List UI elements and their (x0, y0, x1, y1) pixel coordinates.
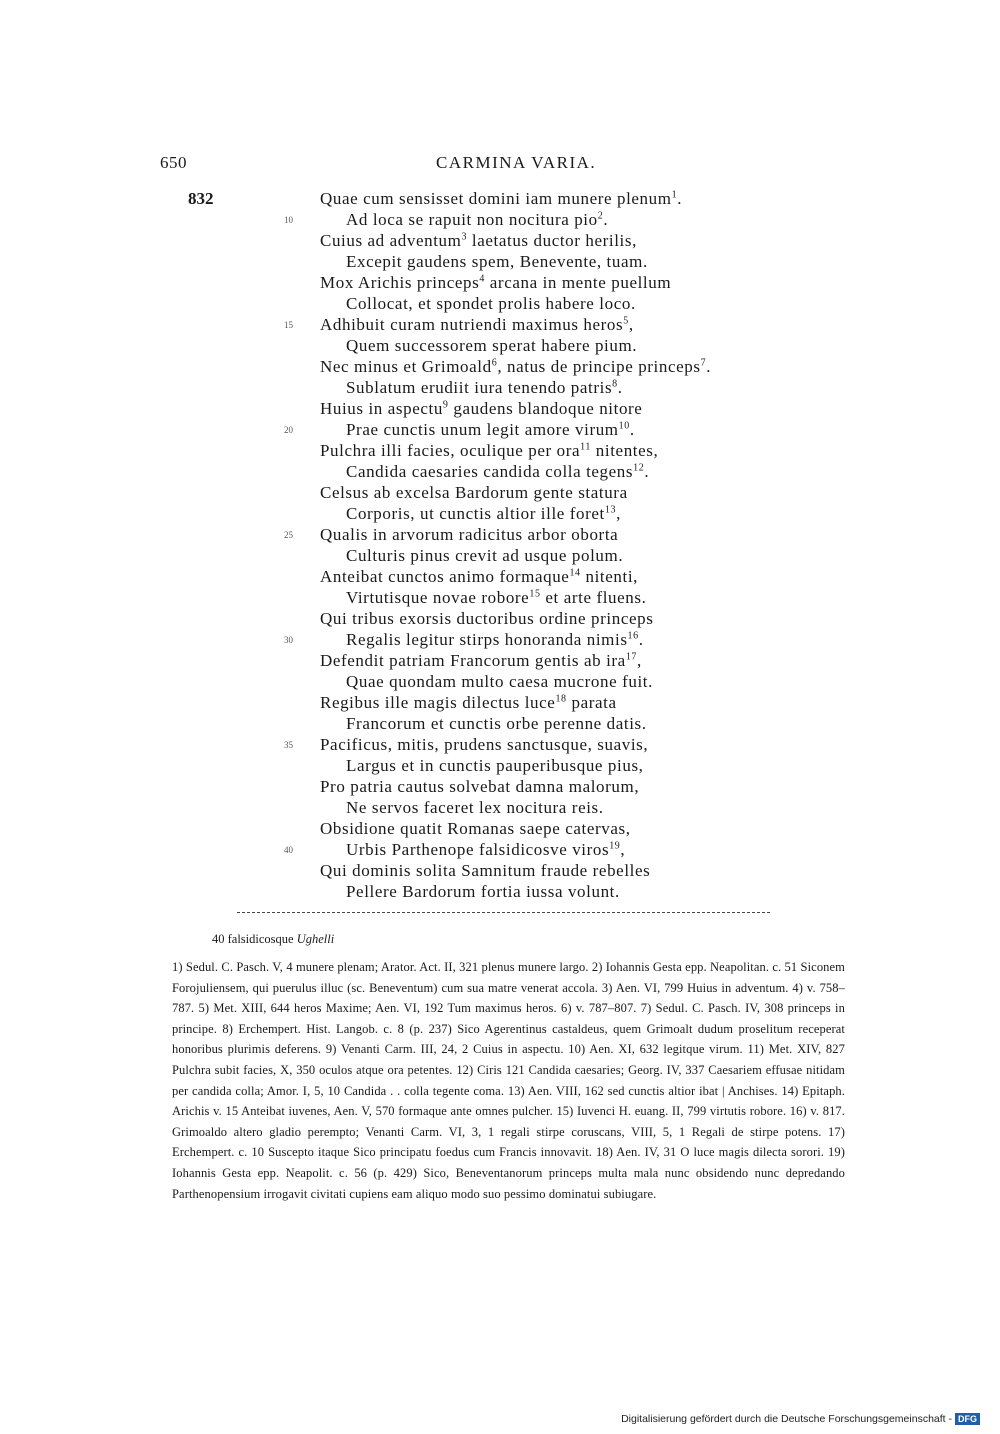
poem-line: Collocat, et spondet prolis habere loco. (346, 294, 636, 313)
footnote: 5) Met. XIII, 644 heros Maxime; Aen. VI, 192 Tum maximus heros. (198, 1001, 557, 1016)
poem-line: Celsus ab excelsa Bardorum gente statura (320, 483, 628, 502)
footnote: 4) v. 758–787. (172, 980, 845, 1016)
separator-rule (237, 912, 770, 913)
poem-line: Corporis, ut cunctis altior ille foret$^{13}$, (346, 504, 621, 523)
footnote: 14) Epitaph. Arichis v. 15 Anteibat iuvenes, Aen. V, 570 formaque ante omnes pulcher. (172, 1083, 845, 1119)
poem-line: Francorum et cunctis orbe perenne datis. (346, 714, 647, 733)
running-title: CARMINA VARIA. (436, 153, 597, 172)
footnote: 19) Iohannis Gesta epp. Neapolit. c. 56 (p. 429) Sico, Beneventanorum princeps multa mala nunc obsidendo nunc depredando Parthenopensium irrogavit civitati cupiens eam aliquo modo suo pessimo dominatui subiugare. (172, 1145, 845, 1201)
poem-line: Defendit patriam Francorum gentis ab ira$^{17}$, (320, 651, 642, 670)
footnote: 10) Aen. XI, 632 legitque virum. (568, 1042, 743, 1057)
poem-line: Sublatum erudiit iura tenendo patris$^8$. (346, 378, 623, 397)
dfg-logo: DFG (955, 1413, 980, 1425)
line-number: 30 (284, 635, 293, 645)
footnote: 8) Erchempert. Hist. Langob. c. 8 (p. 237) Sico Agerentinus castaldeus, quem Grimoalt dudum proselitum receperat honoribus plurimis deferens. (172, 1021, 845, 1057)
poem-line: Candida caesaries candida colla tegens$^{12}$. (346, 462, 650, 481)
poem-line: Culturis pinus crevit ad usque polum. (346, 546, 624, 565)
line-number: 40 (284, 845, 293, 855)
poem-line: Quae quondam multo caesa mucrone fuit. (346, 672, 653, 691)
credit-text: Digitalisierung gefördert durch die Deutsche Forschungsgemeinschaft - (621, 1413, 952, 1425)
footnote: 7) Sedul. C. Pasch. IV, 308 princeps in principe. (172, 1001, 845, 1036)
footnote: 2) Iohannis Gesta epp. Neapolitan. c. 51 Siconem Forojuliensem, qui puerulus illuc (sc. Beneventum) cum sua matre venerat accola. (172, 960, 845, 995)
poem-line: Qui dominis solita Samnitum fraude rebelles (320, 861, 651, 880)
poem-line: Mox Arichis princeps$^4$ arcana in mente puellum (320, 273, 672, 292)
poem-line: Regibus ille magis dilectus luce$^{18}$ parata (320, 693, 617, 712)
footnote: 1) Sedul. C. Pasch. V, 4 munere plenam; (172, 960, 379, 974)
footnotes (172, 957, 845, 1204)
poem-line: Huius in aspectu$^9$ gaudens blandoque nitore (320, 399, 643, 418)
poem-line: Qualis in arvorum radicitus arbor oborta (320, 525, 619, 544)
footnote: 15) Iuvenci H. euang. II, 799 virtutis robore. (556, 1104, 787, 1119)
footnote: 13) Aen. VIII, 162 sed cunctis altior ibat | Anchises. (507, 1083, 778, 1098)
poem-line: Quae cum sensisset domini iam munere plenum$^1$. (320, 189, 683, 208)
footnote: 16) v. 817. Grimoaldo altero gladio perempto; Venanti Carm. VI, 3, 1 regali stirpe coruscans, VIII, 5, 1 Regali de stirpe potens. (172, 1104, 845, 1139)
poem-line: Nec minus et Grimoald$^6$, natus de principe princeps$^7$. (320, 357, 712, 376)
footnote-marker: 7 (700, 357, 707, 369)
side-number: 832 (188, 189, 214, 208)
poem-line: Regalis legitur stirps honoranda nimis$^{16}$. (346, 630, 644, 649)
line-number: 10 (284, 215, 293, 225)
poem-line: Quem successorem sperat habere pium. (346, 336, 638, 355)
poem-line: Pacificus, mitis, prudens sanctusque, suavis, (320, 735, 649, 754)
poem-line: Pulchra illi facies, oculique per ora$^{11}$ nitentes, (320, 441, 659, 460)
poem-line: Pellere Bardorum fortia iussa volunt. (346, 882, 620, 901)
line-number: 35 (284, 740, 293, 750)
poem-line: Adhibuit curam nutriendi maximus heros$^5$, (320, 315, 634, 334)
digitization-credit (621, 1413, 980, 1425)
footnote: Arator. Act. II, 321 plenus munere largo. (380, 960, 589, 974)
page-number: 650 (160, 153, 187, 172)
poem-line: Pro patria cautus solvebat damna malorum, (320, 777, 640, 796)
footnote: 9) Venanti Carm. III, 24, 2 Cuius in aspectu. (325, 1042, 564, 1057)
poem-line: Largus et in cunctis pauperibusque pius, (346, 756, 644, 775)
footnote: 11) Met. XIV, 827 Pulchra subit facies, X, 350 oculos atque ora petentes. (172, 1042, 845, 1077)
poem-line: Qui tribus exorsis ductoribus ordine princeps (320, 609, 654, 628)
line-number: 15 (284, 320, 293, 330)
poem-line: Ad loca se rapuit non nocitura pio$^2$. (346, 210, 609, 229)
poem-line: Ne servos faceret lex nocitura reis. (346, 798, 604, 817)
footnote: 18) Aen. IV, 31 O luce magis dilecta sorori. (596, 1145, 825, 1160)
poem-line: Urbis Parthenope falsidicosve viros$^{19}$, (346, 840, 626, 859)
poem-line: Anteibat cunctos animo formaque$^{14}$ nitenti, (320, 567, 638, 586)
line-number: 20 (284, 425, 293, 435)
poem-line: Cuius ad adventum$^3$ laetatus ductor herilis, (320, 231, 637, 250)
poem-line: Excepit gaudens spem, Benevente, tuam. (346, 252, 648, 271)
poem-line: Obsidione quatit Romanas saepe catervas, (320, 819, 631, 838)
poem-line: Prae cunctis unum legit amore virum$^{10}$. (346, 420, 635, 439)
footnote: 3) Aen. VI, 799 Huius in adventum. (601, 980, 789, 995)
poem-line: Virtutisque novae robore$^{15}$ et arte fluens. (346, 588, 647, 607)
footnote: 12) Ciris 121 Candida caesaries; Georg. IV, 337 Caesariem effusae nitidam per candida colla; Amor. I, 5, 10 Candida . . colla tegente coma. (172, 1062, 845, 1098)
critical-apparatus: 40 falsidicosque Ughelli (212, 932, 335, 946)
footnote: 6) v. 787–807. (561, 1001, 637, 1016)
footnote: 17) Erchempert. c. 10 Suscepto itaque Sico principatu foedus cum Francis innovavit. (172, 1124, 845, 1160)
line-number: 25 (284, 530, 293, 540)
